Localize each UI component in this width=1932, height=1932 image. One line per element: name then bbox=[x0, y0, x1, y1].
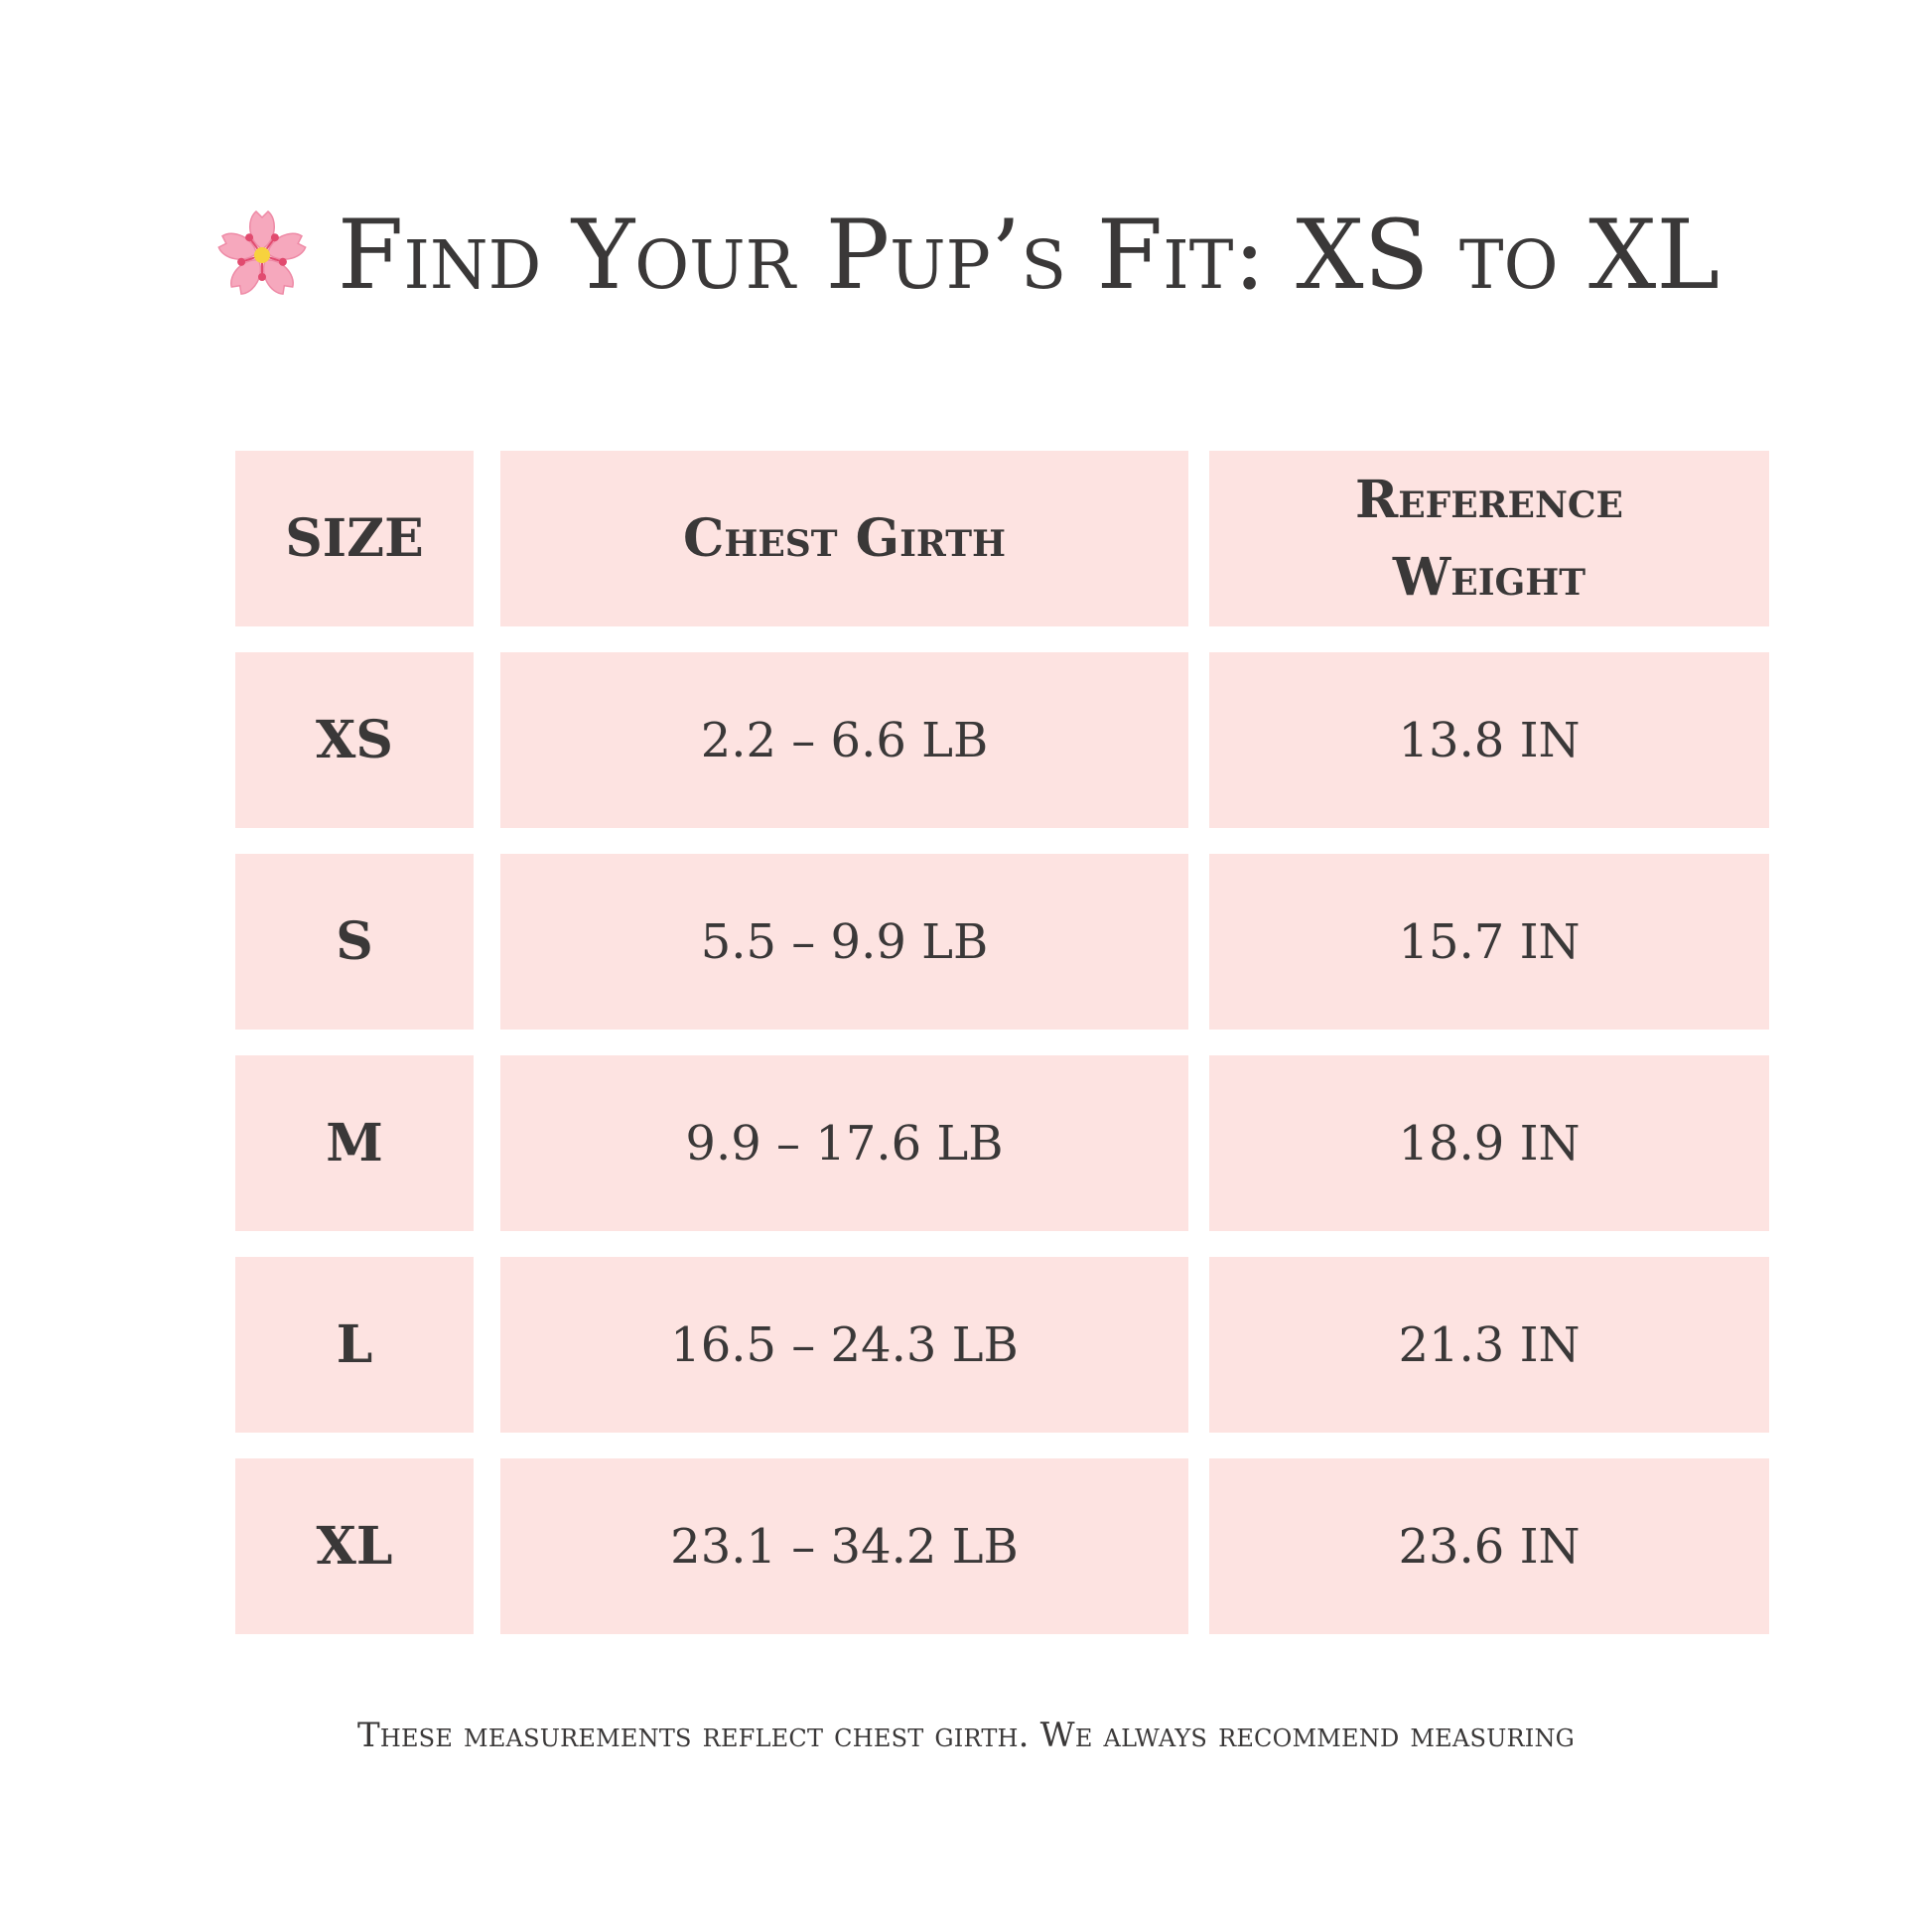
table-row bbox=[235, 652, 1769, 828]
chest-value: 5.5 – 9.9 LB bbox=[700, 913, 989, 970]
size-label: S bbox=[336, 911, 373, 972]
chest-cell bbox=[500, 1458, 1188, 1634]
page-title: Find Your Pup’s Fit: XS to XL bbox=[337, 200, 1721, 311]
title-row bbox=[0, 191, 1932, 320]
chest-value: 16.5 – 24.3 LB bbox=[670, 1316, 1019, 1373]
weight-cell bbox=[1209, 1055, 1769, 1231]
cherry-blossom-icon bbox=[212, 206, 312, 305]
table-row bbox=[235, 1055, 1769, 1231]
size-label: XL bbox=[316, 1516, 393, 1577]
table-header-row bbox=[235, 451, 1769, 626]
header-chest-girth: Chest Girth bbox=[682, 507, 1007, 569]
table-row bbox=[235, 1458, 1769, 1634]
chest-value: 23.1 – 34.2 LB bbox=[670, 1518, 1019, 1575]
chest-cell bbox=[500, 1257, 1188, 1433]
size-cell bbox=[235, 1055, 474, 1231]
weight-cell bbox=[1209, 1257, 1769, 1433]
table-row bbox=[235, 854, 1769, 1030]
weight-value: 15.7 IN bbox=[1398, 913, 1581, 970]
chest-cell bbox=[500, 652, 1188, 828]
weight-cell bbox=[1209, 854, 1769, 1030]
weight-cell bbox=[1209, 652, 1769, 828]
size-cell bbox=[235, 854, 474, 1030]
weight-value: 23.6 IN bbox=[1398, 1518, 1581, 1575]
weight-value: 18.9 IN bbox=[1398, 1115, 1581, 1172]
weight-value: 21.3 IN bbox=[1398, 1316, 1581, 1373]
size-label: L bbox=[336, 1314, 373, 1375]
size-label: M bbox=[326, 1113, 383, 1173]
header-size: SIZE bbox=[285, 507, 424, 569]
chest-cell bbox=[500, 854, 1188, 1030]
table-row bbox=[235, 1257, 1769, 1433]
size-label: XS bbox=[316, 710, 393, 770]
weight-cell bbox=[1209, 1458, 1769, 1634]
header-reference-weight: Reference Weight bbox=[1354, 469, 1623, 608]
chest-value: 2.2 – 6.6 LB bbox=[700, 712, 989, 768]
header-cell-size bbox=[235, 451, 474, 626]
size-cell bbox=[235, 652, 474, 828]
size-cell bbox=[235, 1257, 474, 1433]
weight-value: 13.8 IN bbox=[1398, 712, 1581, 768]
footnote: These measurements reflect chest girth. We always recommend measuring bbox=[356, 1716, 1576, 1755]
header-cell-reference-weight bbox=[1209, 451, 1769, 626]
size-cell bbox=[235, 1458, 474, 1634]
chest-value: 9.9 – 17.6 LB bbox=[685, 1115, 1004, 1172]
size-chart-table bbox=[235, 451, 1769, 1660]
chest-cell bbox=[500, 1055, 1188, 1231]
header-cell-chest-girth bbox=[500, 451, 1188, 626]
